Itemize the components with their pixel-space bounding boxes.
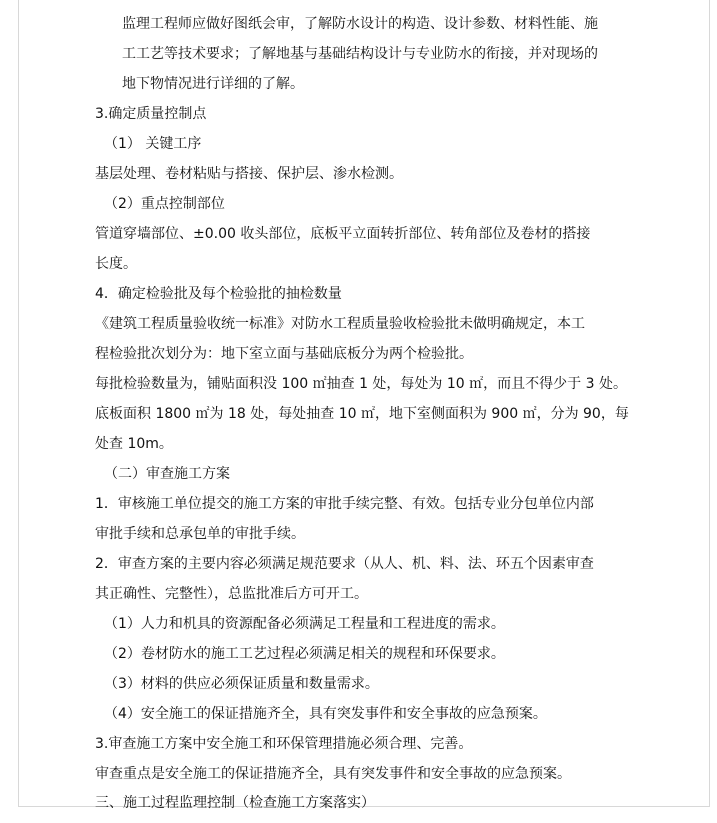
section-heading: （二）审查施工方案 [104,466,230,482]
chapter-heading: 三、施工过程监理控制（检查施工方案落实） [95,795,375,811]
paragraph-line: 《建筑工程质量验收统一标准》对防水工程质量验收检验批未做明确规定，本工 [95,316,585,332]
list-item: （2）卷材防水的施工工艺过程必须满足相关的规程和环保要求。 [104,646,505,662]
paragraph-line: 每批检验数量为，铺贴面积没 100 ㎡抽查 1 处，每处为 10 ㎡，而且不得少于 3 处。 [95,376,627,392]
list-item: （4）安全施工的保证措施齐全，具有突发事件和安全事故的应急预案。 [104,706,547,722]
paragraph-line: 地下物情况进行详细的了解。 [122,76,304,92]
page-edge-left [18,0,19,806]
paragraph-line: 监理工程师应做好图纸会审，了解防水设计的构造、设计参数、材料性能、施 [122,16,598,32]
paragraph-line: 1．审核施工单位提交的施工方案的审批手续完整、有效。包括专业分包单位内部 [95,496,594,512]
section-heading: 4．确定检验批及每个检验批的抽检数量 [95,286,342,302]
paragraph-line: 审批手续和总承包单的审批手续。 [95,526,305,542]
paragraph-line: 2．审查方案的主要内容必须满足规范要求（从人、机、料、法、环五个因素审查 [95,556,594,572]
paragraph-line: 程检验批次划分为：地下室立面与基础底板分为两个检验批。 [95,346,473,362]
paragraph-line: 其正确性、完整性），总监批准后方可开工。 [95,586,368,602]
page-edge-right [709,0,710,806]
paragraph-line: 管道穿墙部位、±0.00 收头部位，底板平立面转折部位、转角部位及卷材的搭接 [95,226,591,242]
section-heading: 3.审查施工方案中安全施工和环保管理措施必须合理、完善。 [95,736,473,752]
paragraph-line: 工工艺等技术要求；了解地基与基础结构设计与专业防水的衔接，并对现场的 [122,46,598,62]
section-heading: 3.确定质量控制点 [95,106,207,122]
list-item: （1）人力和机具的资源配备必须满足工程量和工程进度的需求。 [104,616,505,632]
paragraph-line: 审查重点是安全施工的保证措施齐全，具有突发事件和安全事故的应急预案。 [95,766,571,782]
paragraph-line: 处查 10m。 [95,436,173,452]
list-item: （3）材料的供应必须保证质量和数量需求。 [104,676,379,692]
paragraph-line: 长度。 [95,256,137,272]
subsection-heading: （1） 关键工序 [104,136,202,152]
paragraph-line: 基层处理、卷材粘贴与搭接、保护层、渗水检测。 [95,166,403,182]
paragraph-line: 底板面积 1800 ㎡为 18 处，每处抽查 10 ㎡，地下室侧面积为 900 ㎡，分为 90，每 [95,406,629,422]
subsection-heading: （2）重点控制部位 [104,196,225,212]
